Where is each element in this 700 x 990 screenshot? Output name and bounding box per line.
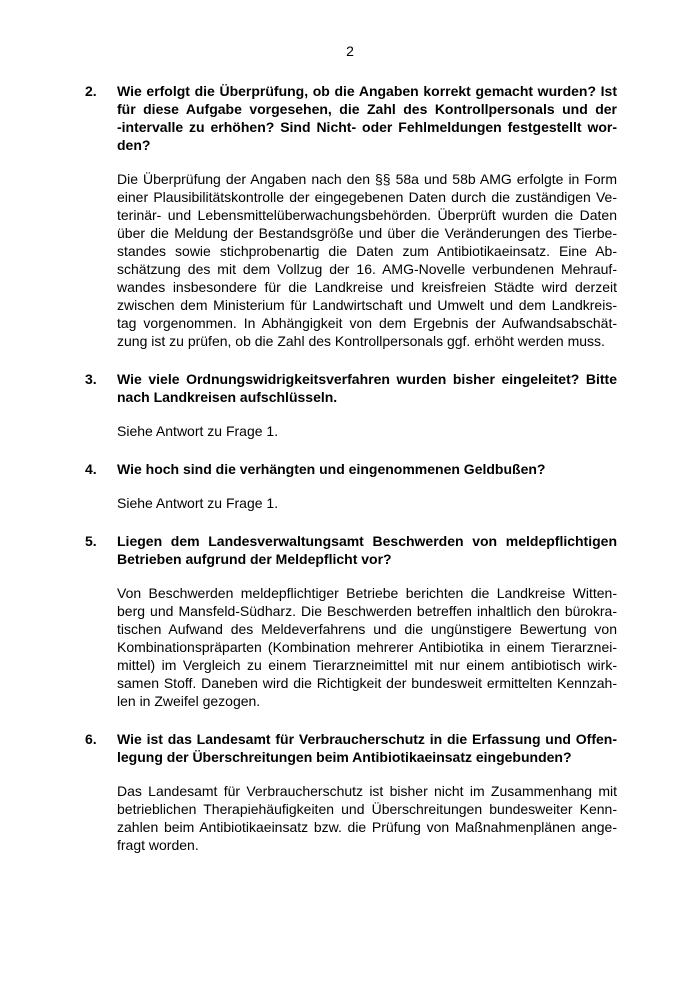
qa-section-2 xyxy=(85,82,617,350)
answer-4 xyxy=(117,494,617,512)
question-line: -intervalle zu erhöhen? Sind Nicht- oder Fehlmeldungen festgestellt wor- xyxy=(117,119,617,135)
answer-3 xyxy=(117,422,617,440)
question-line: Wie erfolgt die Überprüfung, ob die Angaben korrekt gemacht wurden? Ist xyxy=(117,83,617,99)
question-number: 4. xyxy=(85,461,97,477)
question-number: 5. xyxy=(85,533,97,549)
answer-line: Von Beschwerden meldepflichtiger Betriebe berichten die Landkreise Witten- xyxy=(117,585,617,601)
question-text xyxy=(117,532,617,568)
answer-line: wandes insbesondere für die Landkreise und kreisfreien Städte wird derzeit xyxy=(117,279,617,295)
answer-2 xyxy=(117,170,617,350)
question-text xyxy=(117,730,617,766)
answer-line: len in Zweifel gezogen. xyxy=(117,693,261,709)
qa-section-3 xyxy=(85,370,617,440)
answer-line: Siehe Antwort zu Frage 1. xyxy=(117,423,279,439)
answer-line: terinär- und Lebensmittelüberwachungsbehörden. Überprüft wurden die Daten xyxy=(117,207,617,223)
qa-section-4 xyxy=(85,460,617,512)
question-text xyxy=(117,370,617,406)
question-line: Wie viele Ordnungswidrigkeitsverfahren wurden bisher eingeleitet? Bitte xyxy=(117,371,617,387)
answer-line: Das Landesamt für Verbraucherschutz ist bisher nicht im Zusammenhang mit xyxy=(117,783,617,799)
question-6 xyxy=(85,730,617,766)
answer-line: tischen Aufwand des Meldeverfahrens und die ungünstigere Bewertung von xyxy=(117,621,617,637)
qa-section-5 xyxy=(85,532,617,710)
question-line: legung der Überschreitungen beim Antibiotikaeinsatz eingebunden? xyxy=(117,749,572,765)
question-3 xyxy=(85,370,617,406)
question-line: nach Landkreisen aufschlüsseln. xyxy=(117,389,338,405)
question-text xyxy=(117,82,617,154)
answer-line: Die Überprüfung der Angaben nach den §§ 58a und 58b AMG erfolgte in Form xyxy=(117,171,617,187)
answer-line: berg und Mansfeld-Südharz. Die Beschwerden betreffen inhaltlich den bürokra- xyxy=(117,603,617,619)
answer-line: zahlen beim Antibiotikaeinsatz bzw. die Prüfung von Maßnahmenplänen ange- xyxy=(117,819,617,835)
answer-6 xyxy=(117,782,617,854)
answer-line: schätzung des mit dem Vollzug der 16. AMG-Novelle verbundenen Mehrauf- xyxy=(117,261,617,277)
answer-line: über die Meldung der Bestandsgröße und über die Veränderungen des Tierbe- xyxy=(117,225,617,241)
page-number: 2 xyxy=(346,43,354,59)
question-line: den? xyxy=(117,137,151,153)
question-text xyxy=(117,460,617,478)
question-number: 2. xyxy=(85,83,97,99)
answer-line: fragt worden. xyxy=(117,837,199,853)
question-number: 3. xyxy=(85,371,97,387)
question-2 xyxy=(85,82,617,154)
answer-line: standes sowie stichprobenartig die Daten zum Antibiotikaeinsatz. Eine Ab- xyxy=(117,243,617,259)
answer-line: zung ist zu prüfen, ob die Zahl des Kontrollpersonals ggf. erhöht werden muss. xyxy=(117,333,605,349)
question-line: Betrieben aufgrund der Meldepflicht vor? xyxy=(117,551,392,567)
answer-5 xyxy=(117,584,617,710)
answer-line: mittel) im Vergleich zu einem Tierarzneimittel mit nur einem antibiotisch wirk- xyxy=(117,657,617,673)
answer-line: betrieblichen Therapiehäufigkeiten und Überschreitungen bundesweiter Kenn- xyxy=(117,801,617,817)
answer-line: tag vorgenommen. In Abhängigkeit von dem Ergebnis der Aufwandsabschät- xyxy=(117,315,617,331)
question-5 xyxy=(85,532,617,568)
answer-line: Kombinationspräparten (Kombination mehrerer Antibiotika in einem Tierarznei- xyxy=(117,639,617,655)
question-line: Wie hoch sind die verhängten und eingenommenen Geldbußen? xyxy=(117,461,546,477)
answer-line: einer Plausibilitätskontrolle der eingegebenen Daten durch die zuständigen Ve- xyxy=(117,189,617,205)
question-number: 6. xyxy=(85,731,97,747)
answer-line: Siehe Antwort zu Frage 1. xyxy=(117,495,279,511)
qa-section-6 xyxy=(85,730,617,854)
answer-line: samen Stoff. Daneben wird die Richtigkeit der bundesweit ermittelten Kennzah- xyxy=(117,675,617,691)
question-line: für diese Aufgabe vorgesehen, die Zahl des Kontrollpersonals und der xyxy=(117,101,617,117)
document-body xyxy=(85,82,617,874)
answer-line: zwischen dem Ministerium für Landwirtschaft und Umwelt und dem Landkreis- xyxy=(117,297,617,313)
question-line: Wie ist das Landesamt für Verbraucherschutz in die Erfassung und Offen- xyxy=(117,731,617,747)
question-4 xyxy=(85,460,617,478)
question-line: Liegen dem Landesverwaltungsamt Beschwerden von meldepflichtigen xyxy=(117,533,617,549)
